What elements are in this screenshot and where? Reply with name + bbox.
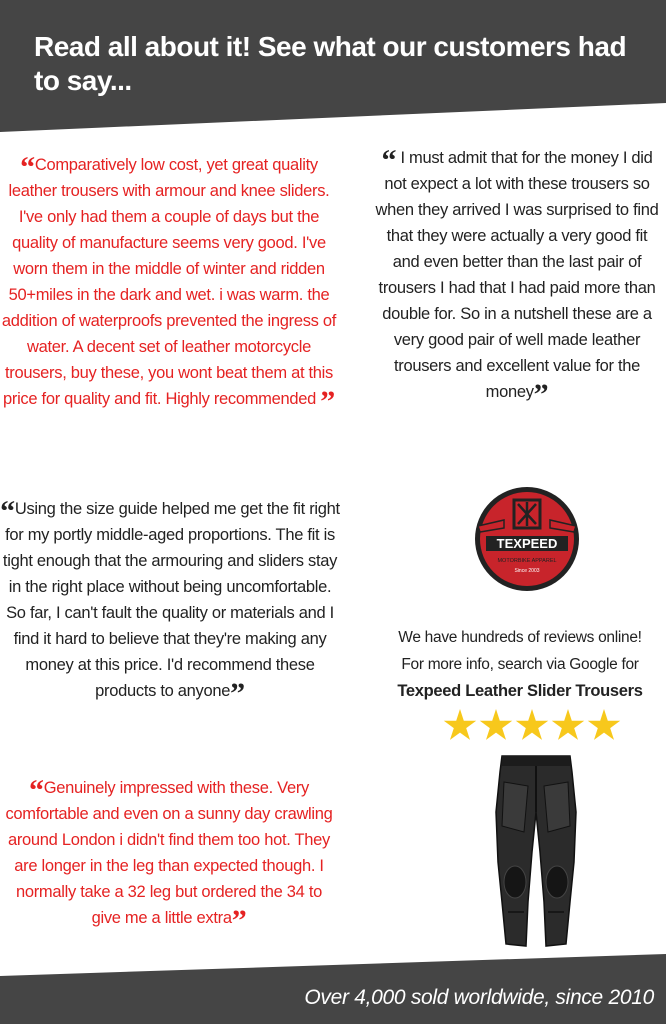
page-title: Read all about it! See what our customers had to say... [34,31,627,96]
close-quote-icon: ” [533,378,549,411]
star-icon [444,709,476,740]
star-icon [552,709,584,740]
open-quote-icon: “ [0,495,15,528]
promo-line-2: For more info, search via Google for [401,656,639,673]
close-quote-icon: ” [320,385,335,418]
open-quote-icon: “ [20,151,35,184]
footer-text: Over 4,000 sold worldwide, since 2010 [304,986,654,1009]
logo-brand: TEXPEED [496,536,558,551]
close-quote-icon: ” [231,904,247,937]
leather-trousers-image [484,752,588,952]
rating-stars [443,707,621,747]
review-3-text: Using the size guide helped me get the fit right for my portly middle-aged proportions. The fit is tight enough that the armouring and sliders stay in the right place without being uncomfortable. So far, I can't fault the quality or materials and I find it hard to believe that they're making any money at this price. I'd recommend these products to anyone [2,500,340,700]
review-2 [372,144,662,411]
review-4-text: Genuinely impressed with these. Very comfortable and even on a sunny day crawling around London i didn't find them too hot. They are longer in the leg than expected though. I normally take a 32 leg but ordered the 34 to give me a little extra [5,779,333,927]
star-icon [480,709,512,740]
promo-line-1: We have hundreds of reviews online! [398,629,642,646]
star-icon [516,709,548,740]
texpeed-logo [474,486,580,592]
review-1-text: Comparatively low cost, yet great quality leather trousers with armour and knee sliders. I've only had them a couple of days but the quality of manufacture seems very good. I've worn them in the middle of winter and ridden 50+miles in the dark and wet. i was warm. the addition of waterproofs prevented the ingress of water. A decent set of leather motorcycle trousers, buy these, you wont beat them at this price for quality and fit. Highly recommended [1,156,337,408]
review-2-text: I must admit that for the money I did not expect a lot with these trousers so when they arrived I was surprised to find that they were actually a very good fit and even better than the last pair of trousers I had that I had paid more than double for. So in a nutshell these are a very good pair of well made leather trousers and excellent value for the money [375,149,659,401]
logo-tagline: MOTORBIKE APPAREL [497,558,557,564]
logo-since: Since 2003 [514,568,540,574]
review-3 [0,495,340,710]
star-icon [588,709,620,740]
promo-block [380,624,660,705]
open-quote-icon: “ [29,774,44,807]
open-quote-icon: “ [381,144,397,177]
review-4 [0,774,338,937]
close-quote-icon: ” [230,677,245,710]
promo-search-term: Texpeed Leather Slider Trousers [397,682,643,700]
review-1 [0,151,338,418]
